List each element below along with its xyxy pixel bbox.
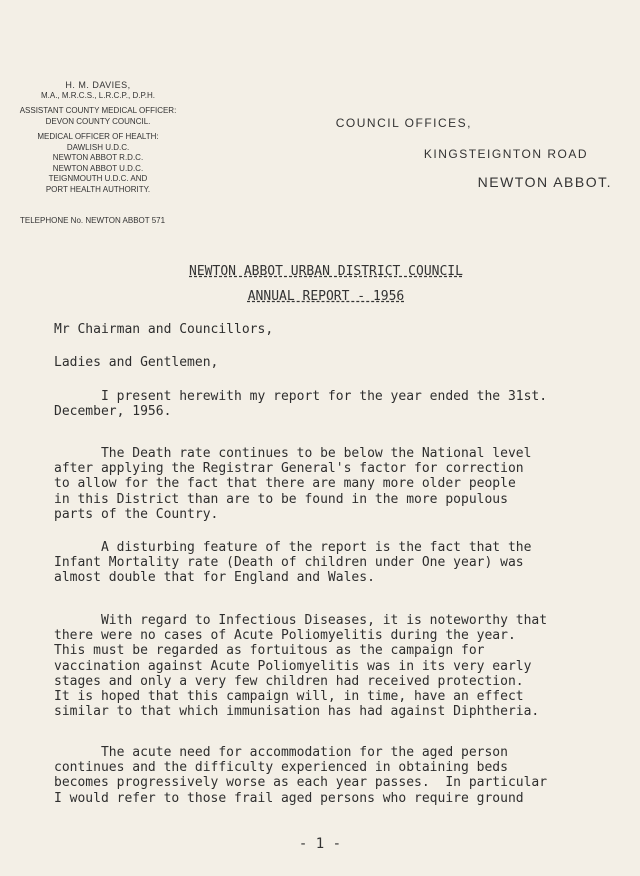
paragraph-line: in this District than are to be found in the more populous (54, 491, 508, 507)
officer-name: H. M. DAVIES, (65, 80, 131, 90)
paragraph-4 (54, 613, 614, 719)
paragraph-line: The acute need for accommodation for the aged person (54, 745, 508, 760)
paragraph-line: It is hoped that this campaign will, in time, have an effect (54, 689, 524, 705)
authority-2: NEWTON ABBOT R.D.C. (52, 153, 144, 162)
authority-3: NEWTON ABBOT U.D.C. (52, 163, 144, 173)
authority-5: PORT HEALTH AUTHORITY. (45, 184, 151, 194)
officer-role-1: ASSISTANT COUNTY MEDICAL OFFICER: (19, 106, 177, 115)
paragraph-line: after applying the Registrar General's factor for correction (54, 461, 524, 477)
paragraph-line: similar to that which immunisation has had against Diphtheria. (54, 704, 540, 720)
paragraph-line: I would refer to those frail aged persons who require ground (54, 790, 524, 806)
address-line-2: KINGSTEIGNTON ROAD (423, 147, 588, 161)
paragraph-line: to allow for the fact that there are many more older people (54, 476, 516, 492)
paragraph-line: The Death rate continues to be below the National level (54, 446, 532, 461)
report-title-line-1: NEWTON ABBOT URBAN DISTRICT COUNCIL (189, 264, 463, 279)
paragraph-line: becomes progressively worse as each year passes. In particular (54, 775, 548, 791)
paragraph-3 (54, 540, 614, 586)
paragraph-line: Infant Mortality rate (Death of children under One year) was (54, 555, 524, 571)
authority-4: TEIGNMOUTH U.D.C. AND (48, 174, 148, 183)
paragraph-line: stages and only a very few children had received protection. (54, 673, 524, 689)
paragraph-1 (54, 389, 614, 419)
paragraph-5 (54, 745, 614, 806)
salutation-line-2: Ladies and Gentlemen, (54, 355, 219, 370)
salutation (54, 322, 614, 337)
address-line-1: COUNCIL OFFICES, (335, 116, 472, 130)
salutation-line-1: Mr Chairman and Councillors, (54, 322, 274, 337)
telephone-number: TELEPHONE No. NEWTON ABBOT 571 (20, 216, 166, 225)
salutation-2 (54, 355, 614, 370)
paragraph-line: This must be regarded as fortuitous as the campaign for (54, 643, 485, 659)
page-number: - 1 - (298, 836, 342, 852)
authority-1: DAWLISH U.D.C. (66, 142, 130, 152)
paragraph-line: almost double that for England and Wales. (54, 570, 375, 586)
report-title-line-2: ANNUAL REPORT - 1956 (247, 289, 405, 304)
paragraph-line: there were no cases of Acute Poliomyelitis during the year. (54, 628, 516, 644)
paragraph-line: parts of the Country. (54, 506, 219, 522)
paragraph-2 (54, 446, 614, 522)
officer-qualifications: M.A., M.R.C.S., L.R.C.P., D.P.H. (41, 90, 155, 100)
paragraph-line: December, 1956. (54, 404, 172, 420)
paragraph-line: I present herewith my report for the year ended the 31st. (54, 389, 548, 404)
paragraph-line: vaccination against Acute Poliomyelitis was in its very early (54, 658, 532, 674)
paragraph-line: With regard to Infectious Diseases, it is noteworthy that (54, 613, 548, 628)
letterhead-officer-block (14, 80, 182, 195)
paragraph-line: A disturbing feature of the report is the fact that the (54, 540, 532, 555)
officer-role-1-body: DEVON COUNTY COUNCIL. (45, 116, 151, 126)
officer-role-2: MEDICAL OFFICER OF HEALTH: (37, 132, 159, 141)
address-line-3: NEWTON ABBOT. (477, 174, 612, 190)
paragraph-line: continues and the difficulty experienced in obtaining beds (54, 760, 508, 776)
